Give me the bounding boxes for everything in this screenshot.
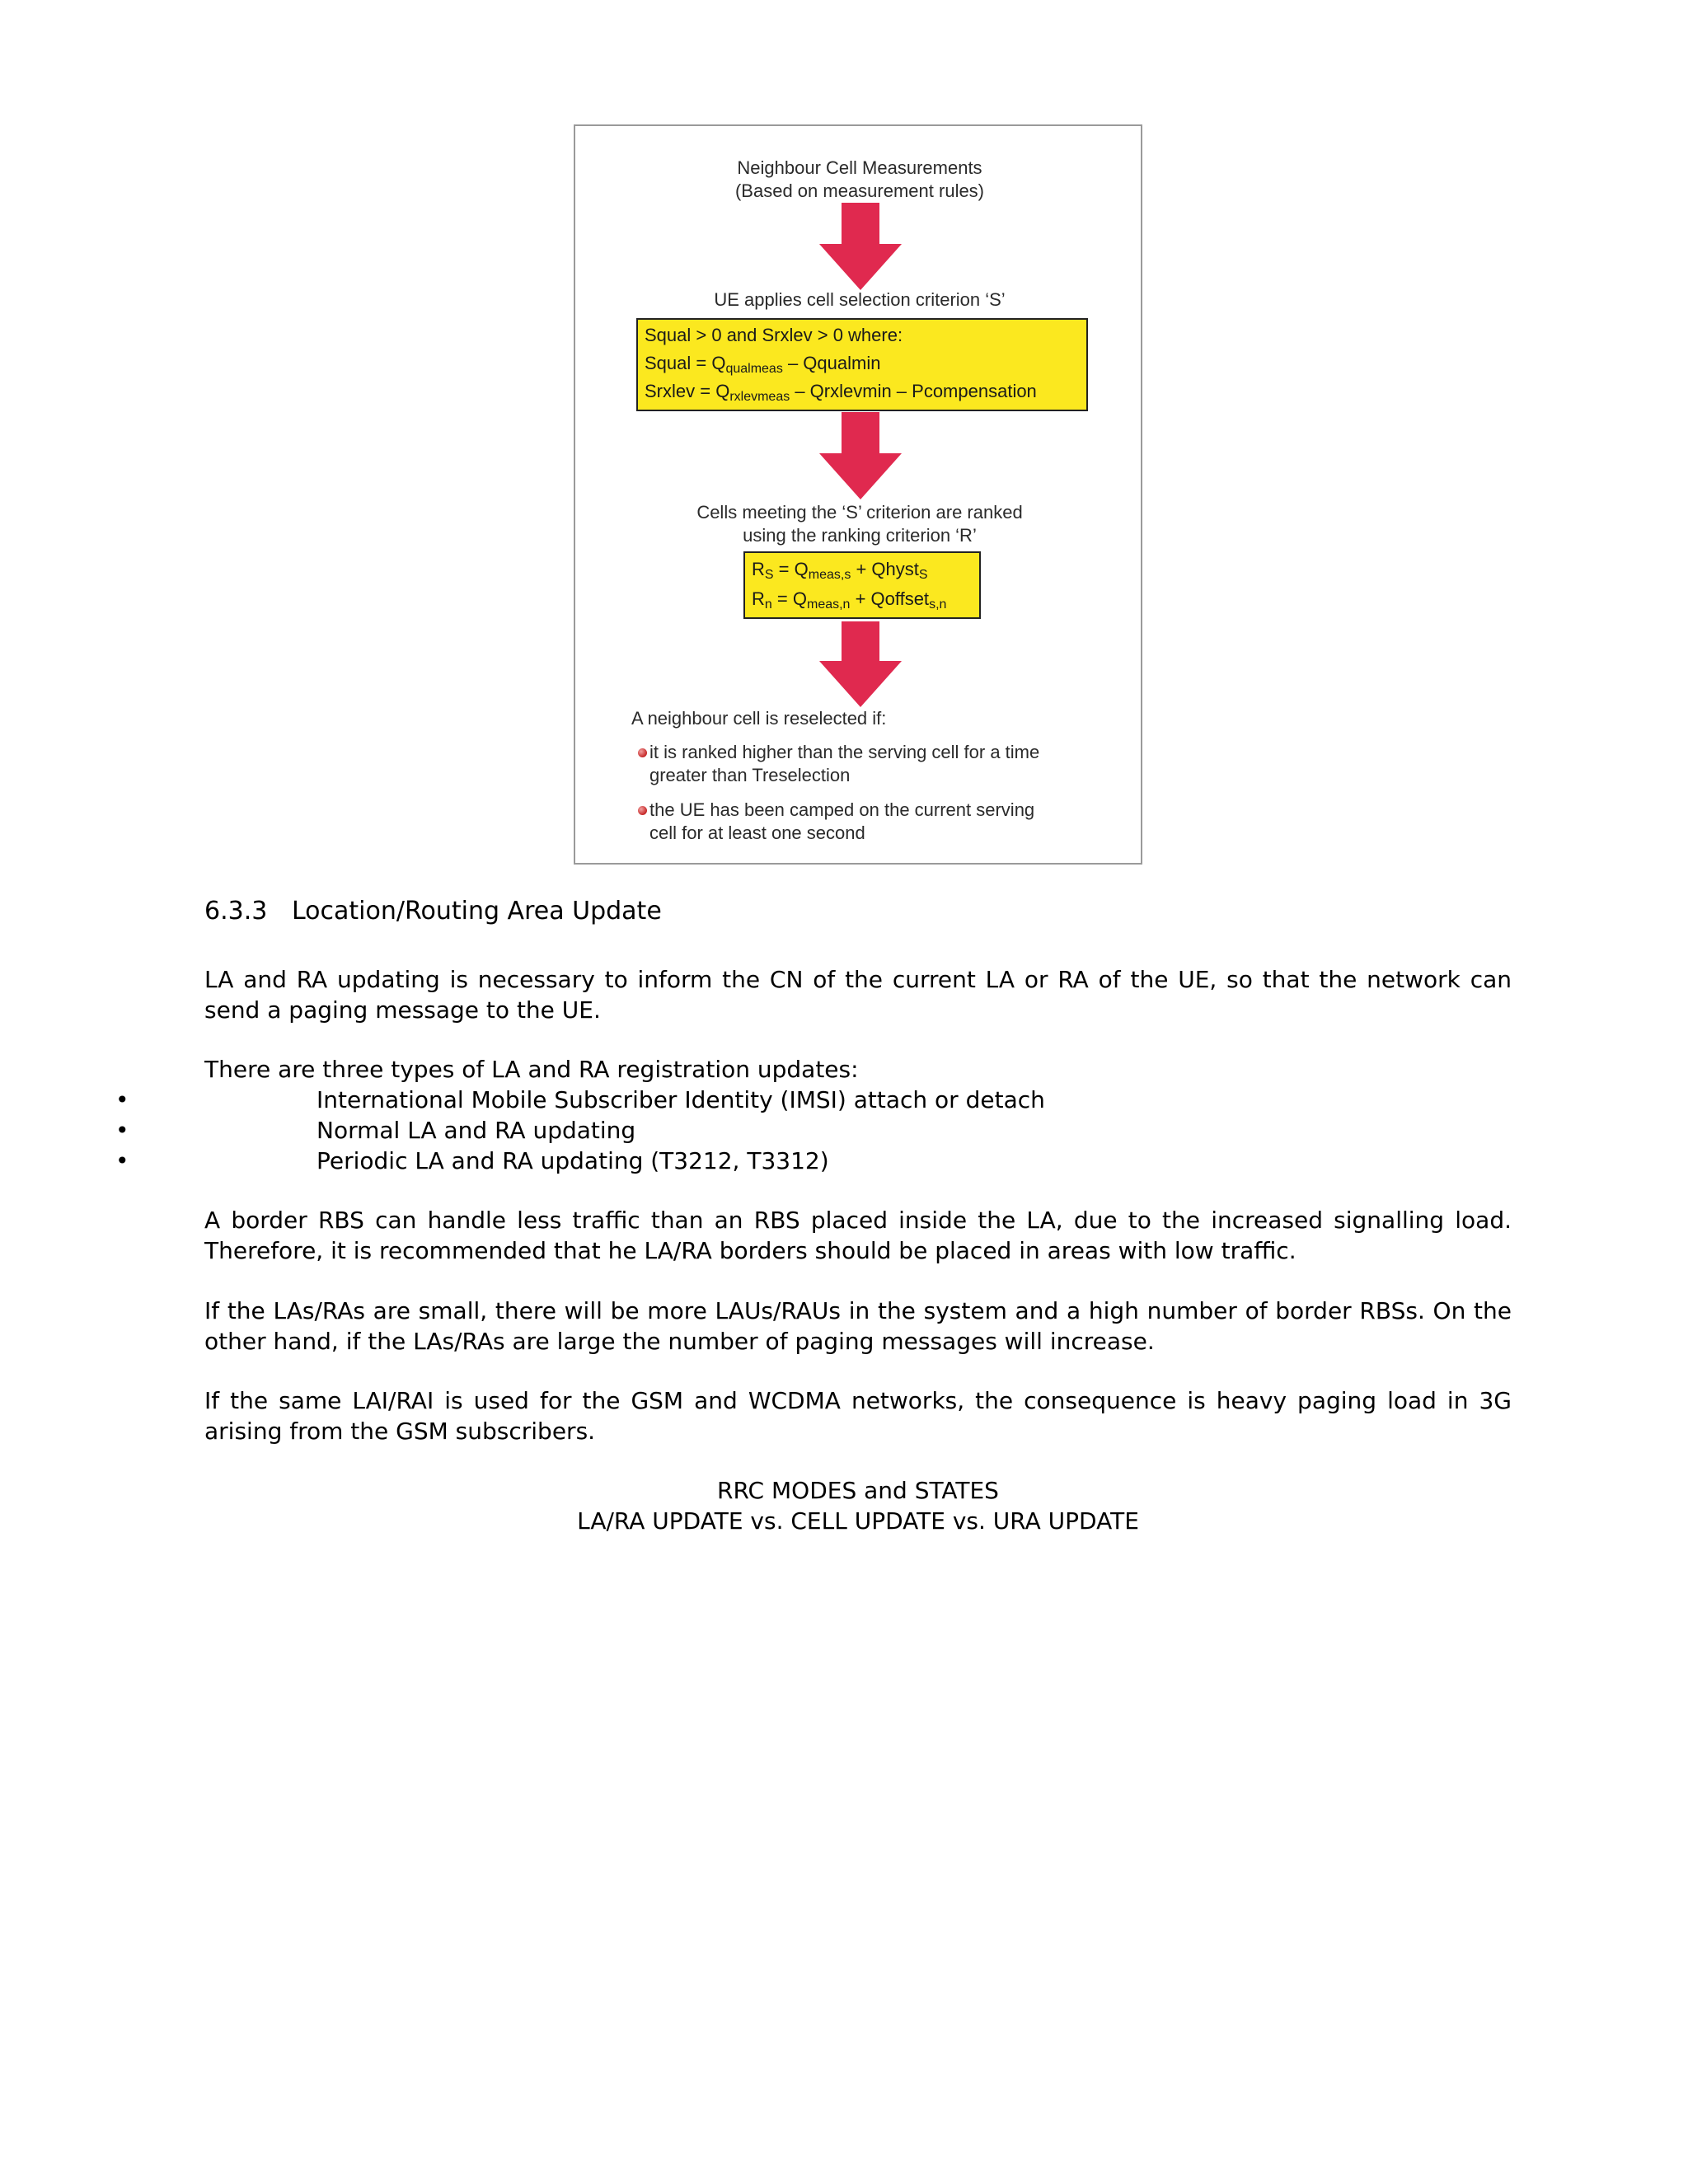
red-bullet-icon xyxy=(638,806,647,815)
list-item-text: International Mobile Subscriber Identity (IMSI) attach or detach xyxy=(316,1086,1045,1113)
list-item-text: Normal LA and RA updating xyxy=(316,1117,636,1144)
figure-title xyxy=(575,157,1144,203)
figure-title-line1: Neighbour Cell Measurements xyxy=(737,157,982,178)
figure-title-line2: (Based on measurement rules) xyxy=(734,180,985,201)
list-item-text: Periodic LA and RA updating (T3212, T3312) xyxy=(316,1147,829,1174)
bullet-icon: • xyxy=(115,1147,129,1174)
s-criterion-box xyxy=(636,318,1088,411)
reselection-condition-1 xyxy=(649,741,1039,787)
r-criterion-box xyxy=(743,551,981,619)
r-criterion-line1: $R_S = Q_{meas,s}$ + Qhyst$_S$ xyxy=(752,559,928,582)
paragraph-list-intro: There are three types of LA and RA registration updates: xyxy=(204,1056,859,1083)
footer-caption-line1: RRC MODES and STATES xyxy=(717,1477,999,1504)
condition-2-line2: cell for at least one second xyxy=(649,823,865,843)
footer-caption-line2: LA/RA UPDATE vs. CELL UPDATE vs. URA UPDATE xyxy=(577,1507,1139,1535)
condition-1-line2: greater than Treselection xyxy=(649,765,851,785)
bullet-icon: • xyxy=(115,1086,129,1113)
down-arrow-1 xyxy=(819,203,902,290)
paragraph-border-rbs: A border RBS can handle less traffic than an RBS placed inside the LA, due to the increased signalling load. Therefore, it is recommended that he LA/RA borders should be placed in areas with low traffic. xyxy=(204,1207,1512,1264)
reselection-condition-2 xyxy=(649,799,1034,845)
section-number: 6.3.3 xyxy=(204,897,268,926)
red-bullet-icon xyxy=(638,748,647,757)
condition-1-line1: it is ranked higher than the serving cell for a time xyxy=(649,742,1040,762)
reselection-label: A neighbour cell is reselected if: xyxy=(631,708,887,729)
section-title: Location/Routing Area Update xyxy=(292,897,662,926)
s-criterion-line3: Srxlev = $Q_{rxlevmeas}$ – Qrxlevmin – Pcompensation xyxy=(645,381,1037,404)
s-criterion-line2: Squal = $Q_{qualmeas}$ – Qqualmin xyxy=(645,353,881,376)
section-heading xyxy=(204,896,662,926)
step-s-criterion-label: UE applies cell selection criterion ‘S’ xyxy=(714,289,1006,310)
down-arrow-3 xyxy=(819,621,902,707)
condition-2-line1: the UE has been camped on the current serving xyxy=(649,799,1035,820)
r-criterion-line2: $R_n = Q_{meas,n}$ + Qoffset$_{s,n}$ xyxy=(752,588,947,612)
paragraph-la-size: If the LAs/RAs are small, there will be more LAUs/RAUs in the system and a high number of border RBSs. On the other hand, if the LAs/RAs are large the number of paging messages will increase. xyxy=(204,1297,1512,1355)
down-arrow-2 xyxy=(819,412,902,499)
paragraph-lai-rai: If the same LAI/RAI is used for the GSM and WCDMA networks, the consequence is heavy paging load in 3G arising from the GSM subscribers. xyxy=(204,1387,1512,1445)
step-r-line2: using the ranking criterion ‘R’ xyxy=(743,525,977,546)
s-criterion-line1: Squal > 0 and Srxlev > 0 where: xyxy=(645,325,903,345)
bullet-icon: • xyxy=(115,1117,129,1144)
step-r-line1: Cells meeting the ‘S’ criterion are ranked xyxy=(696,502,1023,523)
paragraph-1: LA and RA updating is necessary to inform the CN of the current LA or RA of the UE, so that the network can send a paging message to the UE. xyxy=(204,966,1512,1024)
step-r-criterion-label xyxy=(575,501,1144,547)
cell-reselection-figure xyxy=(574,124,1142,865)
